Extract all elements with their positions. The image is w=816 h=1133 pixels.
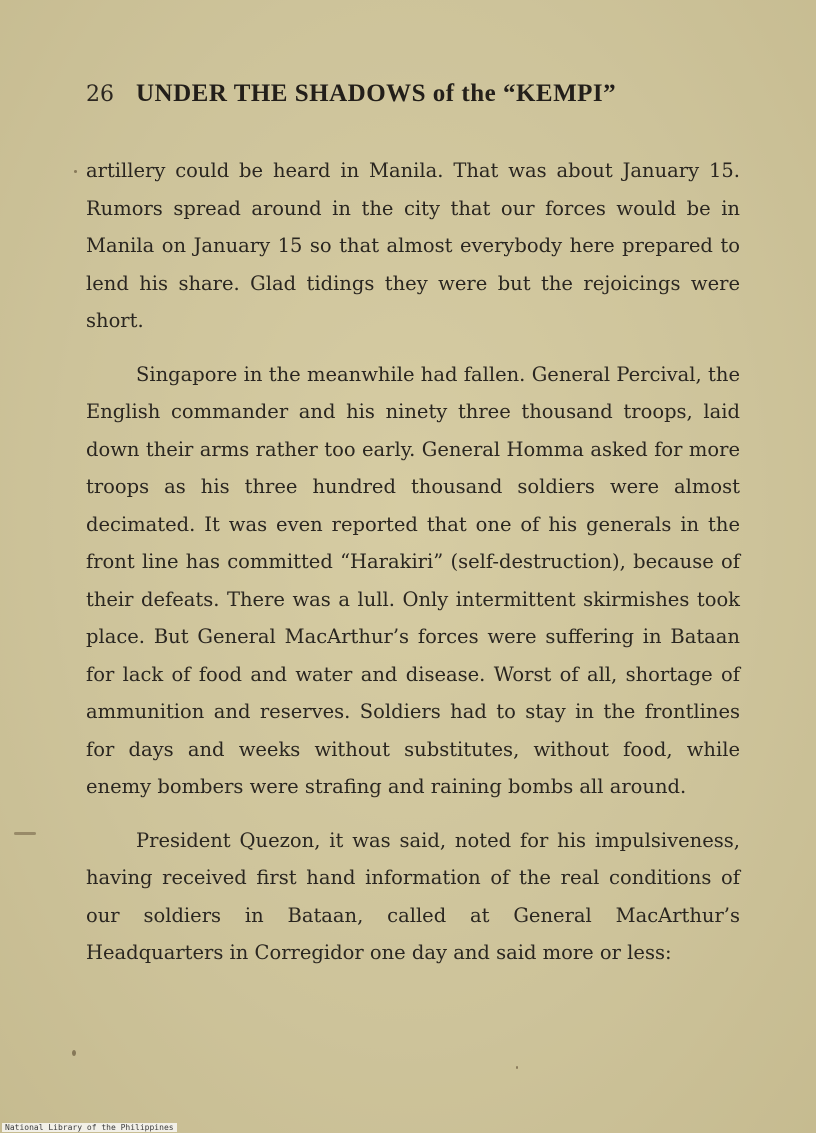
paragraph-3: President Quezon, it was said, noted for his impulsiveness, having received first hand information of the real conditions of our soldiers in Bataan, called at General MacArthur’s Headquarters in Corregidor one day and said more or less: — [86, 828, 740, 964]
paragraph-2: Singapore in the meanwhile had fallen. General Percival, the English commander and his ninety three thousand troops, laid down their arms rather too early. General Homma asked for more troops as his three hundred thousand soldiers were almost decimated. It was even reported that one of his generals in the front line has committed “Harakiri” (self-destruction), because of their defeats. There was a lull. Only intermittent skirmishes took place. But General MacArthur’s forces were suffering in Bataan for lack of food and water and disease. Worst of all, shortage of ammunition and reserves. Soldiers had to stay in the frontlines for days and weeks without substitutes, without food, while enemy bombers were strafing and raining bombs all around. — [86, 362, 740, 798]
paper-speck — [516, 1066, 518, 1069]
running-title: UNDER THE SHADOWS of the “KEMPI” — [136, 80, 617, 107]
paper-speck — [72, 1050, 76, 1056]
library-credit: National Library of the Philippines — [2, 1123, 177, 1132]
page-number: 26 — [86, 82, 114, 107]
body-text — [86, 152, 740, 972]
paper-speck — [74, 170, 77, 173]
paper-speck — [14, 832, 36, 835]
paragraph-1: artillery could be heard in Manila. That was about January 15. Rumors spread around in the city that our forces would be in Manila on January 15 so that almost everybody here prepared to lend his share. Glad tidings they were but the rejoicings were short. — [86, 159, 740, 332]
page-header — [86, 80, 746, 114]
